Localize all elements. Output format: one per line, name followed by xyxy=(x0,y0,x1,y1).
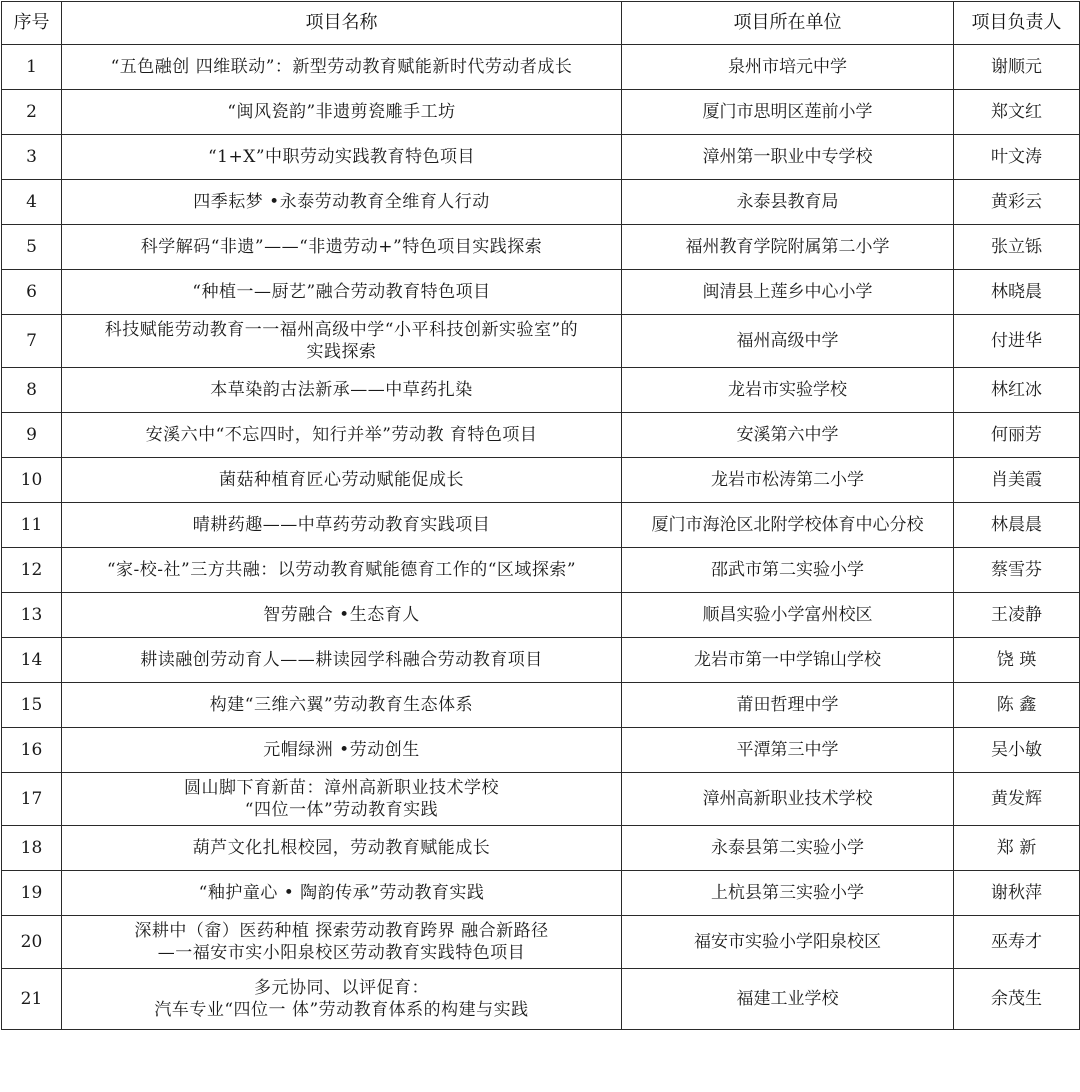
cell-unit: 漳州第一职业中专学校 xyxy=(622,135,954,180)
cell-unit: 龙岩市实验学校 xyxy=(622,368,954,413)
table-row xyxy=(2,826,1080,871)
cell-lead: 王凌静 xyxy=(954,593,1080,638)
cell-lead: 郑 新 xyxy=(954,826,1080,871)
project-name-line: —一福安市实小阳泉校区劳动教育实践特色项目 xyxy=(157,943,526,963)
table-row xyxy=(2,315,1080,368)
cell-unit: 福建工业学校 xyxy=(622,969,954,1030)
cell-unit: 厦门市思明区莲前小学 xyxy=(622,90,954,135)
project-name-line: 葫芦文化扎根校园，劳动教育赋能成长 xyxy=(192,838,491,858)
project-name-line: 元帽绿洲 •劳动创生 xyxy=(263,740,420,760)
cell-lead: 林红冰 xyxy=(954,368,1080,413)
project-name-line: “五色融创 四维联动”：新型劳动教育赋能新时代劳动者成长 xyxy=(110,57,573,77)
table-row xyxy=(2,503,1080,548)
cell-index: 10 xyxy=(2,458,62,503)
project-name-line: 科学解码“非遗”——“非遗劳动+”特色项目实践探索 xyxy=(140,237,543,257)
table-row xyxy=(2,458,1080,503)
cell-unit: 福州教育学院附属第二小学 xyxy=(622,225,954,270)
cell-lead: 何丽芳 xyxy=(954,413,1080,458)
project-name-line: 晴耕药趣——中草药劳动教育实践项目 xyxy=(192,515,491,535)
project-name-line: 耕读融创劳动育人——耕读园学科融合劳动教育项目 xyxy=(140,650,543,670)
project-name-line: 菌菇种植育匠心劳动赋能促成长 xyxy=(219,470,464,490)
cell-lead: 郑文红 xyxy=(954,90,1080,135)
cell-project-name xyxy=(62,683,622,728)
table-row xyxy=(2,916,1080,969)
cell-unit: 莆田哲理中学 xyxy=(622,683,954,728)
cell-project-name xyxy=(62,225,622,270)
table-row xyxy=(2,548,1080,593)
cell-unit: 顺昌实验小学富州校区 xyxy=(622,593,954,638)
table-row xyxy=(2,90,1080,135)
cell-unit: 闽清县上莲乡中心小学 xyxy=(622,270,954,315)
cell-lead: 张立铄 xyxy=(954,225,1080,270)
cell-lead: 付进华 xyxy=(954,315,1080,368)
cell-index: 1 xyxy=(2,45,62,90)
project-table xyxy=(1,1,1080,1030)
cell-unit: 安溪第六中学 xyxy=(622,413,954,458)
cell-project-name xyxy=(62,413,622,458)
cell-unit: 平潭第三中学 xyxy=(622,728,954,773)
cell-index: 2 xyxy=(2,90,62,135)
table-row xyxy=(2,728,1080,773)
cell-project-name xyxy=(62,826,622,871)
cell-project-name xyxy=(62,270,622,315)
cell-index: 14 xyxy=(2,638,62,683)
project-name-line: 智劳融合 •生态育人 xyxy=(263,605,420,625)
table-row xyxy=(2,593,1080,638)
cell-lead: 林晓晨 xyxy=(954,270,1080,315)
cell-unit: 泉州市培元中学 xyxy=(622,45,954,90)
cell-project-name xyxy=(62,458,622,503)
cell-lead: 吴小敏 xyxy=(954,728,1080,773)
table-row xyxy=(2,683,1080,728)
cell-index: 17 xyxy=(2,773,62,826)
cell-index: 21 xyxy=(2,969,62,1030)
cell-index: 18 xyxy=(2,826,62,871)
cell-project-name xyxy=(62,503,622,548)
header-lead: 项目负责人 xyxy=(954,2,1080,45)
cell-project-name xyxy=(62,315,622,368)
cell-lead: 谢秋萍 xyxy=(954,871,1080,916)
cell-index: 4 xyxy=(2,180,62,225)
cell-project-name xyxy=(62,638,622,683)
header-row xyxy=(2,2,1080,45)
cell-unit: 上杭县第三实验小学 xyxy=(622,871,954,916)
cell-lead: 饶 瑛 xyxy=(954,638,1080,683)
project-name-line: 多元协同、以评促育： xyxy=(254,978,429,998)
cell-project-name xyxy=(62,593,622,638)
project-name-line: 圆山脚下育新苗：漳州高新职业技术学校 xyxy=(184,778,499,798)
project-name-line: “闽风瓷韵”非遗剪瓷雕手工坊 xyxy=(227,102,456,122)
cell-index: 8 xyxy=(2,368,62,413)
cell-unit: 福安市实验小学阳泉校区 xyxy=(622,916,954,969)
table-row xyxy=(2,225,1080,270)
cell-index: 20 xyxy=(2,916,62,969)
cell-lead: 巫寿才 xyxy=(954,916,1080,969)
cell-lead: 叶文涛 xyxy=(954,135,1080,180)
table-row xyxy=(2,270,1080,315)
project-name-line: 四季耘梦 •永泰劳动教育全维育人行动 xyxy=(193,192,490,212)
project-name-line: 深耕中（畲）医药种植 探索劳动教育跨界 融合新路径 xyxy=(134,921,549,941)
cell-index: 13 xyxy=(2,593,62,638)
cell-project-name xyxy=(62,728,622,773)
header-project-name: 项目名称 xyxy=(62,2,622,45)
project-name-line: “釉护童心 • 陶韵传承”劳动教育实践 xyxy=(198,883,485,903)
cell-lead: 陈 鑫 xyxy=(954,683,1080,728)
project-name-line: “四位一体”劳动教育实践 xyxy=(244,800,439,820)
project-name-line: “家-校-社”三方共融：以劳动教育赋能德育工作的“区域探索” xyxy=(106,560,577,580)
cell-project-name xyxy=(62,90,622,135)
project-name-line: “种植一—厨艺”融合劳动教育特色项目 xyxy=(192,282,491,302)
cell-lead: 谢顺元 xyxy=(954,45,1080,90)
cell-project-name xyxy=(62,871,622,916)
cell-project-name xyxy=(62,45,622,90)
cell-project-name xyxy=(62,180,622,225)
table-row xyxy=(2,773,1080,826)
cell-unit: 漳州高新职业技术学校 xyxy=(622,773,954,826)
cell-project-name xyxy=(62,548,622,593)
cell-project-name xyxy=(62,773,622,826)
table-row xyxy=(2,368,1080,413)
table-row xyxy=(2,413,1080,458)
project-name-line: 汽车专业“四位一 体”劳动教育体系的构建与实践 xyxy=(154,1000,529,1020)
cell-lead: 林晨晨 xyxy=(954,503,1080,548)
project-name-line: 安溪六中“不忘四时，知行并举”劳动教 育特色项目 xyxy=(145,425,538,445)
table-row xyxy=(2,871,1080,916)
cell-unit: 龙岩市第一中学锦山学校 xyxy=(622,638,954,683)
cell-index: 9 xyxy=(2,413,62,458)
table-body xyxy=(2,45,1080,1030)
cell-unit: 福州高级中学 xyxy=(622,315,954,368)
cell-index: 12 xyxy=(2,548,62,593)
table-row xyxy=(2,638,1080,683)
table-row xyxy=(2,969,1080,1030)
cell-lead: 肖美霞 xyxy=(954,458,1080,503)
cell-index: 11 xyxy=(2,503,62,548)
table-row xyxy=(2,180,1080,225)
cell-index: 19 xyxy=(2,871,62,916)
cell-index: 7 xyxy=(2,315,62,368)
cell-index: 15 xyxy=(2,683,62,728)
cell-index: 5 xyxy=(2,225,62,270)
table-row xyxy=(2,135,1080,180)
cell-project-name xyxy=(62,135,622,180)
project-name-line: 科技赋能劳动教育一一福州高级中学“小平科技创新实验室”的 xyxy=(104,320,579,340)
cell-project-name xyxy=(62,368,622,413)
header-unit: 项目所在单位 xyxy=(622,2,954,45)
cell-lead: 余茂生 xyxy=(954,969,1080,1030)
cell-unit: 厦门市海沧区北附学校体育中心分校 xyxy=(622,503,954,548)
cell-unit: 邵武市第二实验小学 xyxy=(622,548,954,593)
cell-lead: 黄发辉 xyxy=(954,773,1080,826)
cell-unit: 永泰县教育局 xyxy=(622,180,954,225)
project-name-line: 构建“三维六翼”劳动教育生态体系 xyxy=(209,695,474,715)
project-name-line: 本草染韵古法新承——中草药扎染 xyxy=(210,380,473,400)
cell-project-name xyxy=(62,969,622,1030)
cell-project-name xyxy=(62,916,622,969)
cell-lead: 蔡雪芬 xyxy=(954,548,1080,593)
table-row xyxy=(2,45,1080,90)
cell-index: 6 xyxy=(2,270,62,315)
header-index: 序号 xyxy=(2,2,62,45)
cell-index: 3 xyxy=(2,135,62,180)
cell-unit: 永泰县第二实验小学 xyxy=(622,826,954,871)
project-name-line: 实践探索 xyxy=(306,342,377,362)
cell-index: 16 xyxy=(2,728,62,773)
project-name-line: “1+X”中职劳动实践教育特色项目 xyxy=(207,147,476,167)
cell-unit: 龙岩市松涛第二小学 xyxy=(622,458,954,503)
cell-lead: 黄彩云 xyxy=(954,180,1080,225)
